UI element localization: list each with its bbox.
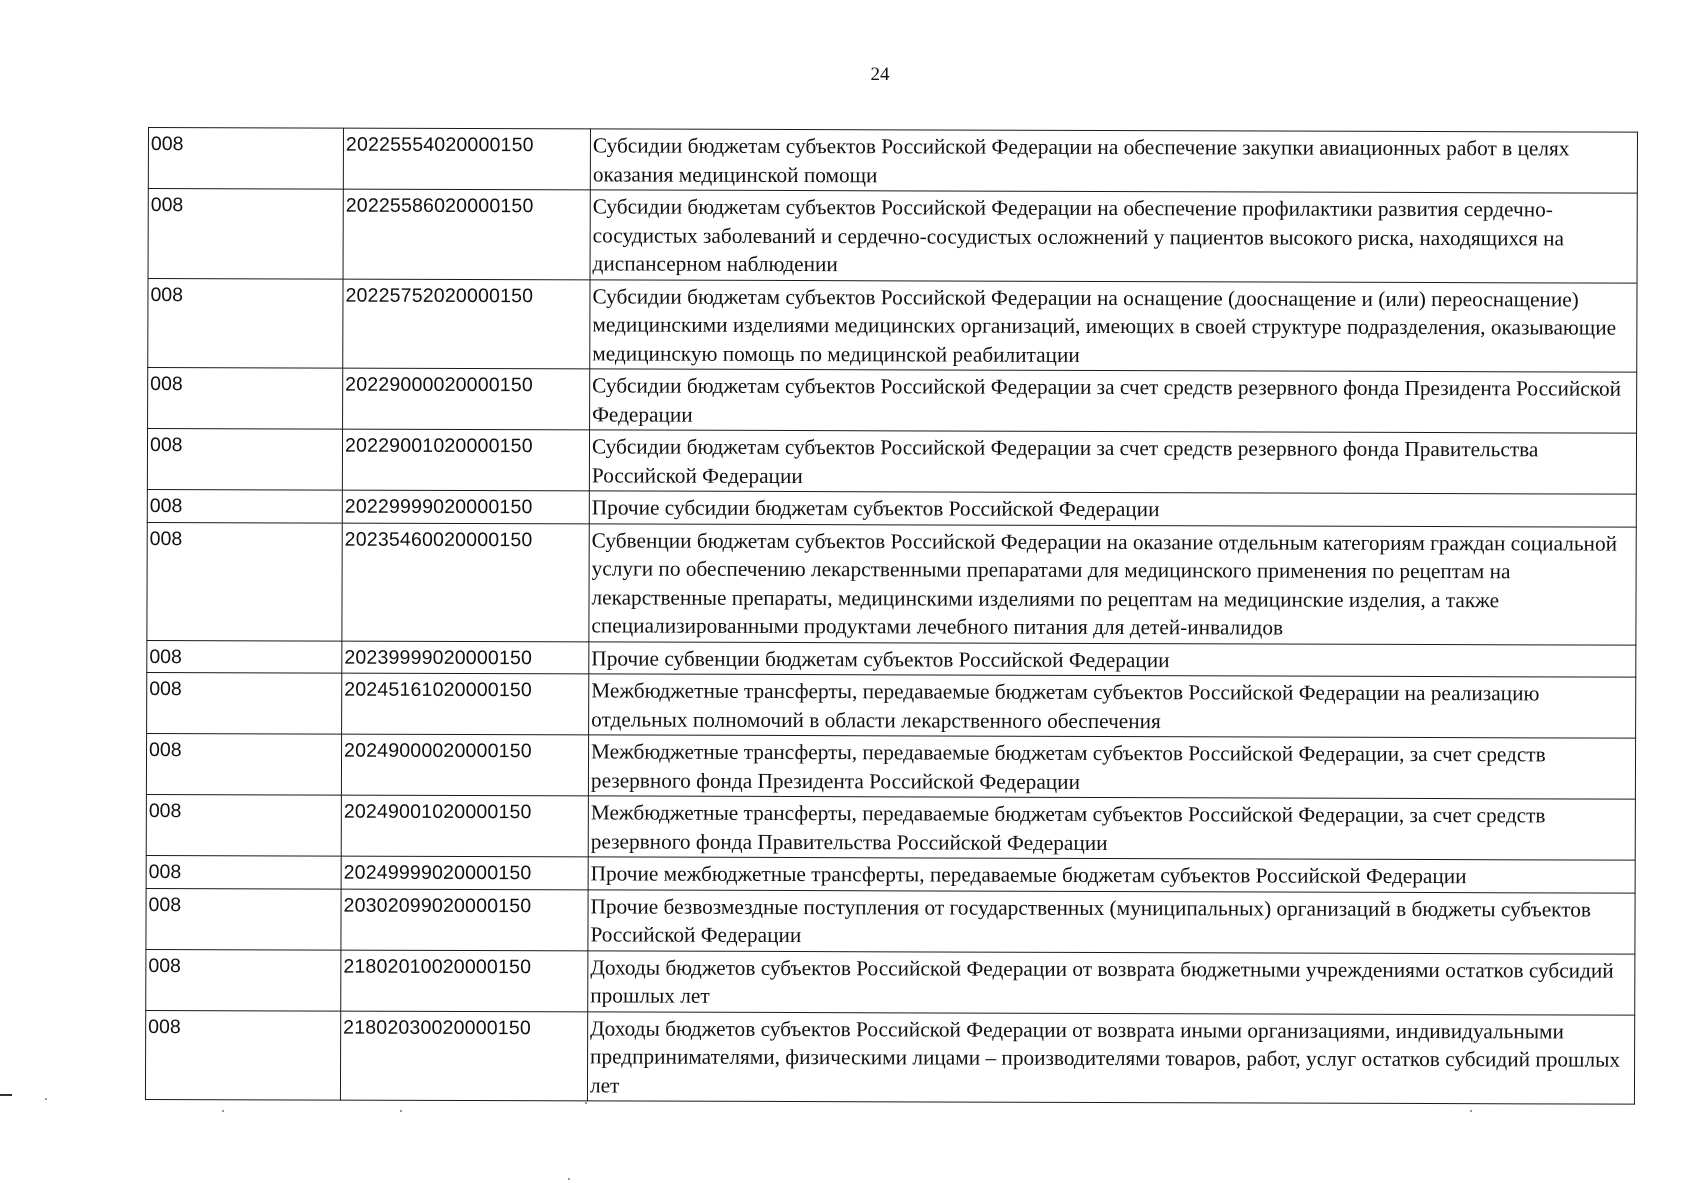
revenue-code-cell: 20249001020000150 <box>341 795 588 857</box>
revenue-code-cell: 20235460020000150 <box>342 523 589 642</box>
scan-speck <box>568 1178 570 1180</box>
table-row <box>147 640 1636 677</box>
revenue-name-cell: Субсидии бюджетам субъектов Российской Федерации за счет средств резервного фонда Правительства Российской Федерации <box>589 430 1636 494</box>
table-row <box>146 855 1635 892</box>
revenue-name-cell: Субсидии бюджетам субъектов Российской Федерации на обеспечение закупки авиационных работ в целях оказания медицинской помощи <box>590 129 1637 193</box>
revenue-code-cell: 20225554020000150 <box>343 128 590 190</box>
scan-speck <box>585 1102 587 1104</box>
admin-code-cell: 008 <box>147 429 342 491</box>
revenue-name-cell: Субвенции бюджетам субъектов Российской Федерации на оказание отдельным категориям граждан социальной услуги по обеспечению лекарственными препаратами для медицинского применения по рецептам на лекарственные препараты, медицинскими изделиями по рецептам на медицинские изделия, а также специализированными продуктами лечебного питания для детей-инвалидов <box>589 523 1636 644</box>
admin-code-cell: 008 <box>145 1010 340 1100</box>
revenue-name-cell: Субсидии бюджетам субъектов Российской Федерации за счет средств резервного фонда Президента Российской Федерации <box>590 369 1637 433</box>
table-body <box>145 128 1637 1105</box>
admin-code-cell: 008 <box>148 278 343 368</box>
table-row <box>147 672 1636 738</box>
admin-code-cell: 008 <box>148 368 343 430</box>
revenue-name-cell: Прочие межбюджетные трансферты, передаваемые бюджетам субъектов Российской Федерации <box>588 857 1635 893</box>
admin-code-cell: 008 <box>147 489 342 522</box>
revenue-name-cell: Межбюджетные трансферты, передаваемые бюджетам субъектов Российской Федерации, за счет средств резервного фонда Президента Российской Федерации <box>588 735 1635 799</box>
revenue-code-cell: 20225752020000150 <box>343 279 590 369</box>
table-row <box>146 888 1635 954</box>
admin-code-cell: 008 <box>146 949 341 1011</box>
admin-code-cell: 008 <box>146 855 341 888</box>
revenue-codes-table <box>145 127 1638 1105</box>
table-row <box>147 429 1636 495</box>
revenue-code-cell: 20249999020000150 <box>341 856 588 889</box>
revenue-name-cell: Субсидии бюджетам субъектов Российской Федерации на обеспечение профилактики развития сердечно-сосудистых заболеваний и сердечно-сосудистых осложнений у пациентов высокого риска, находящихся на диспансерном наблюдении <box>590 190 1637 283</box>
admin-code-cell: 008 <box>147 522 342 641</box>
revenue-code-cell: 20225586020000150 <box>343 189 590 279</box>
scan-speck <box>1470 1110 1472 1112</box>
revenue-name-cell: Доходы бюджетов субъектов Российской Федерации от возврата иными организациями, индивидуальными предпринимателями, физическими лицами – производителями товаров, работ, услуг остатков субсидий прошлых лет <box>587 1011 1634 1104</box>
revenue-code-cell: 20249000020000150 <box>341 734 588 796</box>
table-row <box>146 794 1635 860</box>
table-row <box>146 949 1635 1015</box>
admin-code-cell: 008 <box>146 733 341 795</box>
revenue-code-cell: 20245161020000150 <box>342 673 589 735</box>
revenue-name-cell: Прочие субсидии бюджетам субъектов Российской Федерации <box>589 491 1636 527</box>
scan-speck <box>400 1110 402 1112</box>
table-row <box>148 368 1637 434</box>
admin-code-cell: 008 <box>148 189 343 279</box>
revenue-code-cell: 20229000020000150 <box>343 368 590 430</box>
table-row <box>147 522 1636 645</box>
admin-code-cell: 008 <box>147 640 342 673</box>
revenue-codes-table-wrapper <box>145 127 1638 1105</box>
revenue-name-cell: Субсидии бюджетам субъектов Российской Федерации на оснащение (дооснащение и (или) переоснащение) медицинскими изделиями медицинских организаций, имеющих в своей структуре подразделения, оказывающие медицинскую помощь по медицинской реабилитации <box>590 279 1637 372</box>
revenue-name-cell: Прочие субвенции бюджетам субъектов Российской Федерации <box>589 641 1636 677</box>
table-row <box>148 189 1637 283</box>
admin-code-cell: 008 <box>146 794 341 856</box>
revenue-code-cell: 20229999020000150 <box>342 490 589 523</box>
scan-speck <box>222 1110 224 1112</box>
revenue-name-cell: Доходы бюджетов субъектов Российской Федерации от возврата бюджетными учреждениями остатков субсидий прошлых лет <box>588 950 1635 1014</box>
revenue-code-cell: 20239999020000150 <box>342 641 589 674</box>
admin-code-cell: 008 <box>148 128 343 190</box>
revenue-code-cell: 20302099020000150 <box>341 889 588 951</box>
table-row <box>145 1010 1634 1104</box>
revenue-name-cell: Межбюджетные трансферты, передаваемые бюджетам субъектов Российской Федерации на реализацию отдельных полномочий в области лекарственного обеспечения <box>589 674 1636 738</box>
admin-code-cell: 008 <box>146 888 341 950</box>
table-row <box>148 278 1637 372</box>
admin-code-cell: 008 <box>147 672 342 734</box>
scan-speck <box>45 1098 47 1100</box>
margin-mark <box>0 1094 12 1096</box>
revenue-code-cell: 21802030020000150 <box>340 1011 587 1101</box>
table-row <box>148 128 1637 194</box>
table-row <box>147 489 1636 526</box>
revenue-code-cell: 21802010020000150 <box>341 950 588 1012</box>
revenue-code-cell: 20229001020000150 <box>342 429 589 491</box>
revenue-name-cell: Прочие безвозмездные поступления от государственных (муниципальных) организаций в бюджеты субъектов Российской Федерации <box>588 889 1635 953</box>
table-row <box>146 733 1635 799</box>
page-number: 24 <box>870 64 890 85</box>
revenue-name-cell: Межбюджетные трансферты, передаваемые бюджетам субъектов Российской Федерации, за счет средств резервного фонда Правительства Российской Федерации <box>588 796 1635 860</box>
